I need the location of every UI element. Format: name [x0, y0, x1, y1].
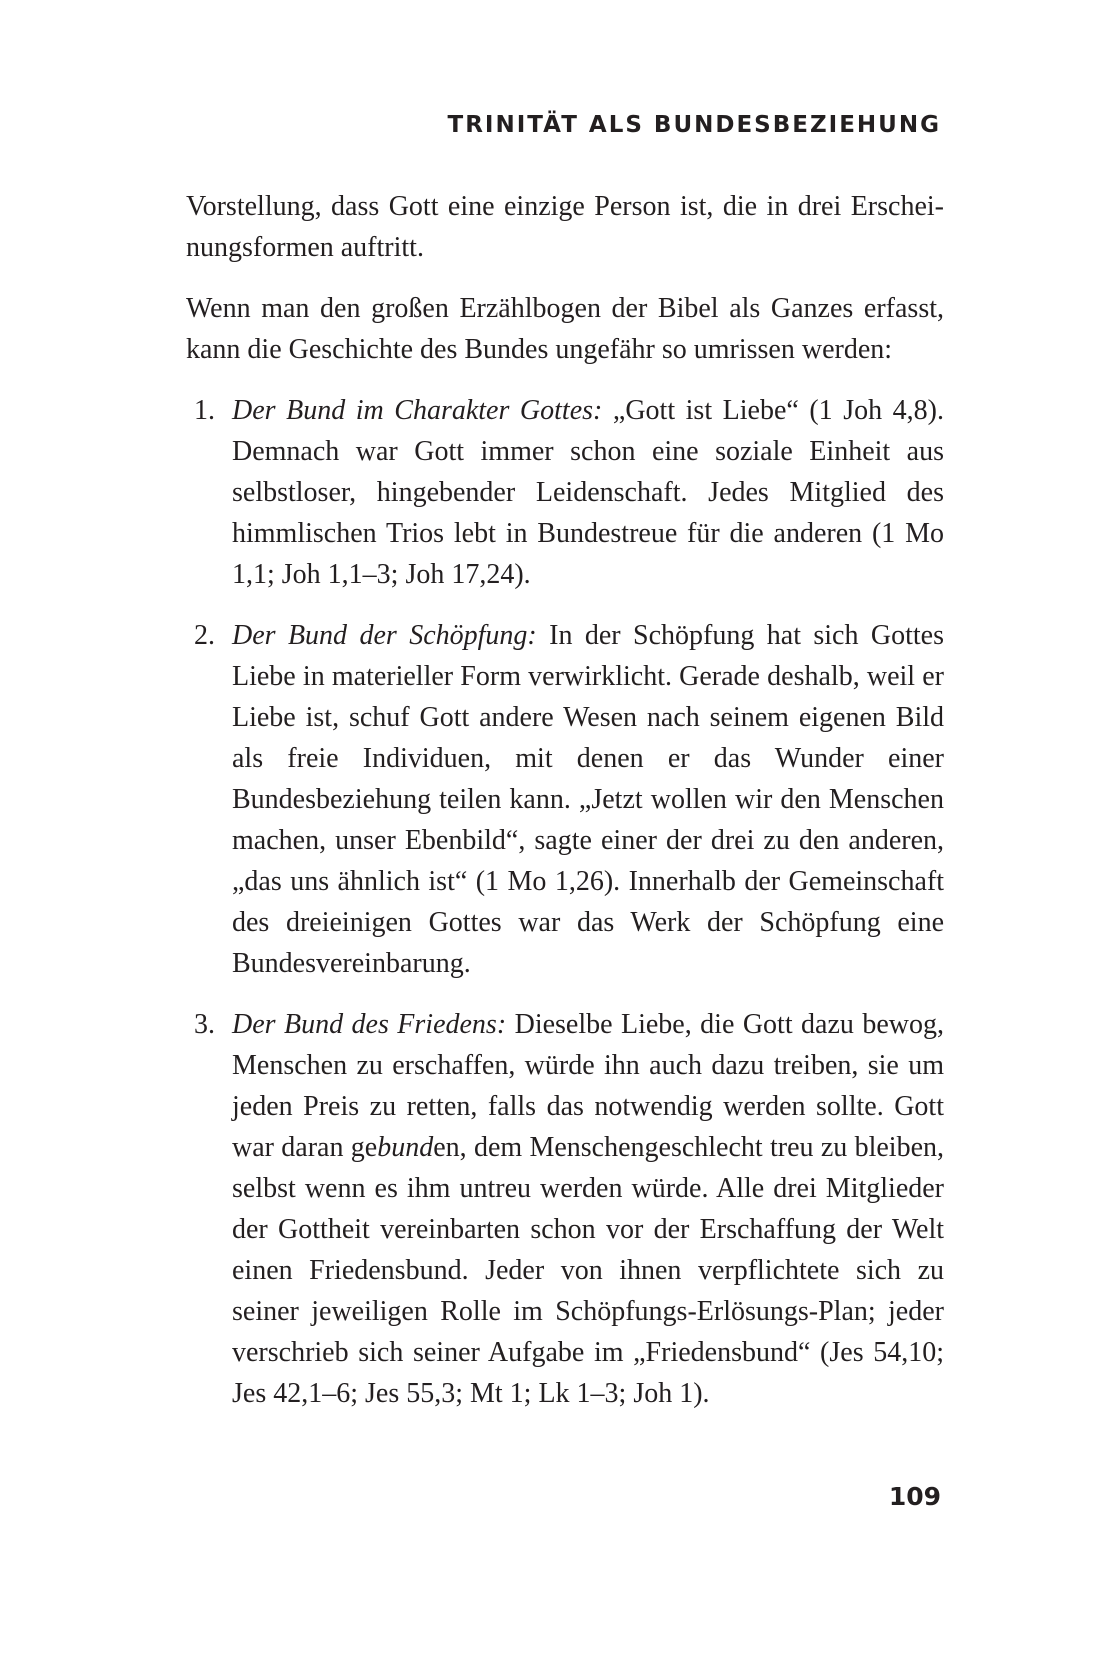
list-item-number: 3. — [194, 1009, 215, 1040]
list-item-title: Der Bund im Charakter Gottes: — [232, 395, 603, 426]
running-header-title: TRINITÄT ALS BUNDESBEZIEHUNG — [447, 112, 941, 138]
list-item-1 — [186, 390, 944, 595]
list-item-3 — [186, 1004, 944, 1414]
body-text — [186, 186, 944, 1434]
list-item-number: 1. — [194, 395, 215, 426]
emphasized-word: bund — [377, 1132, 434, 1163]
list-item-number: 2. — [194, 620, 215, 651]
list-item-text: „Gott ist Liebe“ (1 Joh 4,8). Demnach war Gott immer schon eine soziale Einheit aus selbstloser, hingebender Leidenschaft. Jedes Mitglied des himmlischen Trios lebt in Bundestreue für die anderen (1 Mo 1,1; Joh 1,1–3; Joh 17,24). — [232, 395, 944, 590]
page-number: 109 — [888, 1482, 941, 1511]
numbered-list — [186, 390, 944, 1414]
list-item-text-continued: en, dem Menschengeschlecht treu zu bleiben, selbst wenn es ihm untreu werden würde. Alle drei Mitglieder der Gottheit vereinbarten schon vor der Erschaffung der Welt einen Friedensbund. Jeder von ihnen verpflichtete sich zu seiner jeweiligen Rolle im Schöpfungs-Erlösungs-Plan; jeder verschrieb sich seiner Aufgabe im „Friedensbund“ (Jes 54,10; Jes 42,1–6; Jes 55,3; Mt 1; Lk 1–3; Joh 1). — [232, 1132, 944, 1409]
list-item-text: Dieselbe Liebe, die Gott dazu bewog, Menschen zu erschaffen, würde ihn auch dazu treiben, sie um jeden Preis zu retten, falls das notwendig werden sollte. Gott war daran ge — [232, 1009, 944, 1163]
list-item-title: Der Bund des Friedens: — [232, 1009, 507, 1040]
list-item-title: Der Bund der Schöpfung: — [232, 620, 537, 651]
list-item-text: In der Schöpfung hat sich Gottes Liebe in materieller Form verwirklicht. Gerade deshalb, weil er Liebe ist, schuf Gott andere Wesen nach seinem eigenen Bild als freie Individuen, mit denen er das Wunder einer Bundesbeziehung teilen kann. „Jetzt wollen wir den Menschen machen, unser Ebenbild“, sagte einer der drei zu den anderen, „das uns ähnlich ist“ (1 Mo 1,26). Innerhalb der Gemeinschaft des dreieinigen Gottes war das Werk der Schöpfung eine Bundesvereinbarung. — [232, 620, 944, 979]
paragraph-continuation: Vorstellung, dass Gott eine einzige Person ist, die in drei Erscheinungsformen auftritt. — [186, 191, 944, 263]
paragraph-intro: Wenn man den großen Erzählbogen der Bibel als Ganzes erfasst, kann die Geschichte des Bundes ungefähr so umrissen werden: — [186, 293, 944, 365]
list-item-2 — [186, 615, 944, 984]
